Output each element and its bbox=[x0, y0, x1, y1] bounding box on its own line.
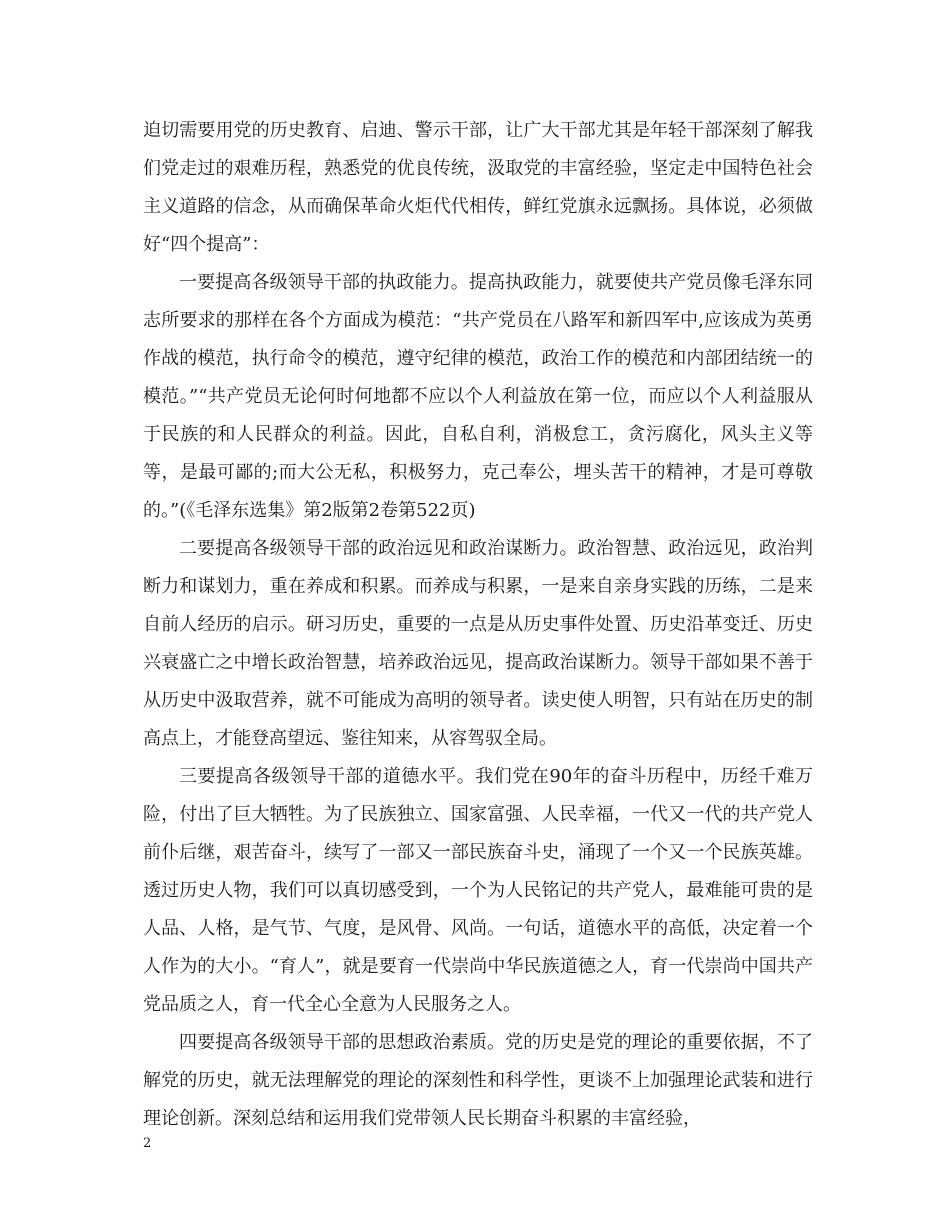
paragraph-continuation: 迫切需要用党的历史教育、启迪、警示干部，让广大干部尤其是年轻干部深刻了解我们党走过的艰难历程，熟悉党的优良传统，汲取党的丰富经验，坚定走中国特色社会主义道路的信念，从而确保革命火炬代代相传，鲜红党旗永远飘扬。具体说，必须做好“四个提高”： bbox=[143, 120, 813, 255]
document-body bbox=[143, 112, 813, 1138]
page-number: 2 bbox=[143, 1136, 152, 1151]
paragraph-political-vision: 二要提高各级领导干部的政治远见和政治谋断力。政治智慧、政治远见，政治判断力和谋划力，重在养成和积累。而养成与积累，一是来自亲身实践的历练，二是来自前人经历的启示。研习历史，重要的一点是从历史事件处置、历史沿革变迁、历史兴衰盛亡之中增长政治智慧，培养政治远见，提高政治谋断力。领导干部如果不善于从历史中汲取营养，就不可能成为高明的领导者。读史使人明智，只有站在历史的制高点上，才能登高望远、鉴往知来，从容驾驭全局。 bbox=[143, 538, 813, 749]
paragraph-ideological-quality: 四要提高各级领导干部的思想政治素质。党的历史是党的理论的重要依据，不了解党的历史，就无法理解党的理论的深刻性和科学性，更谈不上加强理论武装和进行理论创新。深刻总结和运用我们党带领人民长期奋斗积累的丰富经验， bbox=[143, 1032, 813, 1129]
paragraph-governing-capacity: 一要提高各级领导干部的执政能力。提高执政能力，就要使共产党员像毛泽东同志所要求的那样在各个方面成为模范：“共产党员在八路军和新四军中,应该成为英勇作战的模范，执行命令的模范，遵守纪律的模范，政治工作的模范和内部团结统一的模范。”“共产党员无论何时何地都不应以个人利益放在第一位，而应以个人利益服从于民族的和人民群众的利益。因此，自私自利，消极怠工，贪污腐化，风头主义等等，是最可鄙的;而大公无私，积极努力，克己奉公，埋头苦干的精神，才是可尊敬的。”(《毛泽东选集》第2版第2卷第522页) bbox=[143, 272, 813, 521]
paragraph-moral-standard: 三要提高各级领导干部的道德水平。我们党在90年的奋斗历程中，历经千难万险，付出了巨大牺牲。为了民族独立、国家富强、人民幸福，一代又一代的共产党人前仆后继，艰苦奋斗，续写了一部又一部民族奋斗史，涌现了一个又一个民族英雄。透过历史人物，我们可以真切感受到，一个为人民铭记的共产党人，最难能可贵的是人品、人格，是气节、气度，是风骨、风尚。一句话，道德水平的高低，决定着一个人作为的大小。“育人”，就是要育一代崇尚中华民族道德之人，育一代崇尚中国共产党品质之人，育一代全心全意为人民服务之人。 bbox=[143, 766, 813, 1015]
